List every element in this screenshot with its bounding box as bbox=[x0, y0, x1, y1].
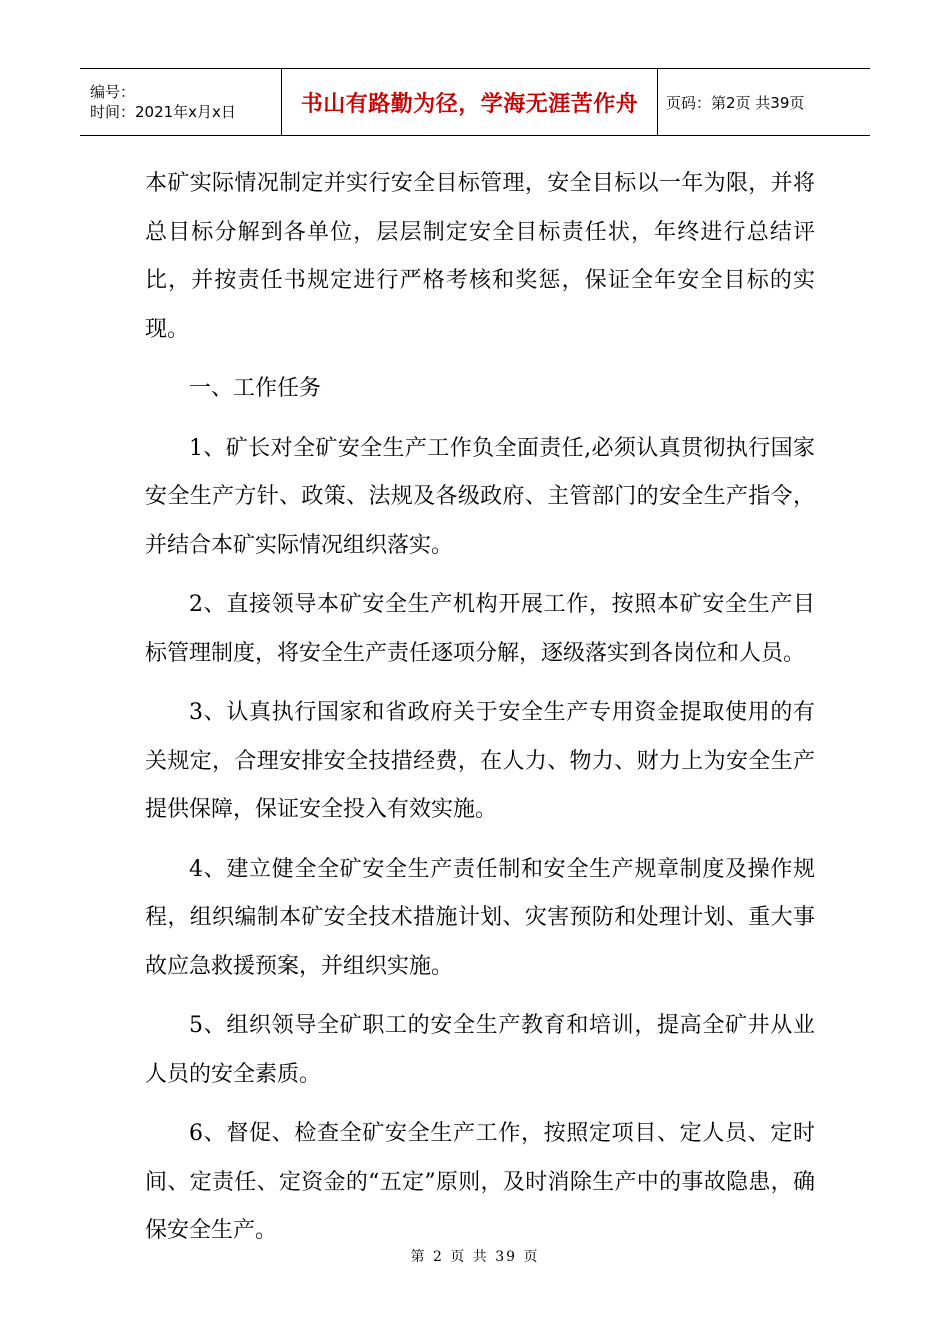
paragraph: 5、组织领导全矿职工的安全生产教育和培训，提高全矿井从业人员的安全素质。 bbox=[145, 1013, 815, 1087]
paragraph: 1、矿长对全矿安全生产工作负全面责任,必须认真贯彻执行国家安全生产方针、政策、法规及各级政府、主管部门的安全生产指令，并结合本矿实际情况组织落实。 bbox=[145, 435, 815, 558]
header-meta bbox=[80, 69, 282, 135]
document-number-label: 编号： bbox=[90, 83, 136, 101]
header-motto-cell bbox=[282, 69, 658, 135]
document-date: 时间：2021年x月x日 bbox=[90, 103, 236, 121]
document-body bbox=[145, 160, 815, 1267]
header-motto: 书山有路勤为径，学海无涯苦作舟 bbox=[300, 91, 639, 117]
header-page-info: 页码：第2页 共39页 bbox=[666, 93, 805, 112]
paragraph: 2、直接领导本矿安全生产机构开展工作，按照本矿安全生产目标管理制度，将安全生产责任逐项分解，逐级落实到各岗位和人员。 bbox=[145, 592, 815, 666]
paragraph: 6、督促、检查全矿安全生产工作，按照定项目、定人员、定时间、定责任、定资金的“五定”原则，及时消除生产中的事故隐患，确保安全生产。 bbox=[145, 1121, 815, 1243]
paragraph: 3、认真执行国家和省政府关于安全生产专用资金提取使用的有关规定，合理安排安全技措经费，在人力、物力、财力上为安全生产提供保障，保证安全投入有效实施。 bbox=[145, 700, 815, 822]
header-page-info-cell bbox=[658, 69, 870, 135]
page-header bbox=[80, 68, 870, 136]
section-heading: 一、工作任务 bbox=[189, 376, 322, 401]
paragraph: 4、建立健全全矿安全生产责任制和安全生产规章制度及操作规程，组织编制本矿安全技术措施计划、灾害预防和处理计划、重大事故应急救援预案，并组织实施。 bbox=[145, 856, 815, 979]
page-footer: 第 2 页 共 39 页 bbox=[410, 1249, 540, 1265]
paragraph: 本矿实际情况制定并实行安全目标管理，安全目标以一年为限，并将总目标分解到各单位，层层制定安全目标责任状，年终进行总结评比，并按责任书规定进行严格考核和奖惩，保证全年安全目标的实现。 bbox=[145, 171, 815, 342]
